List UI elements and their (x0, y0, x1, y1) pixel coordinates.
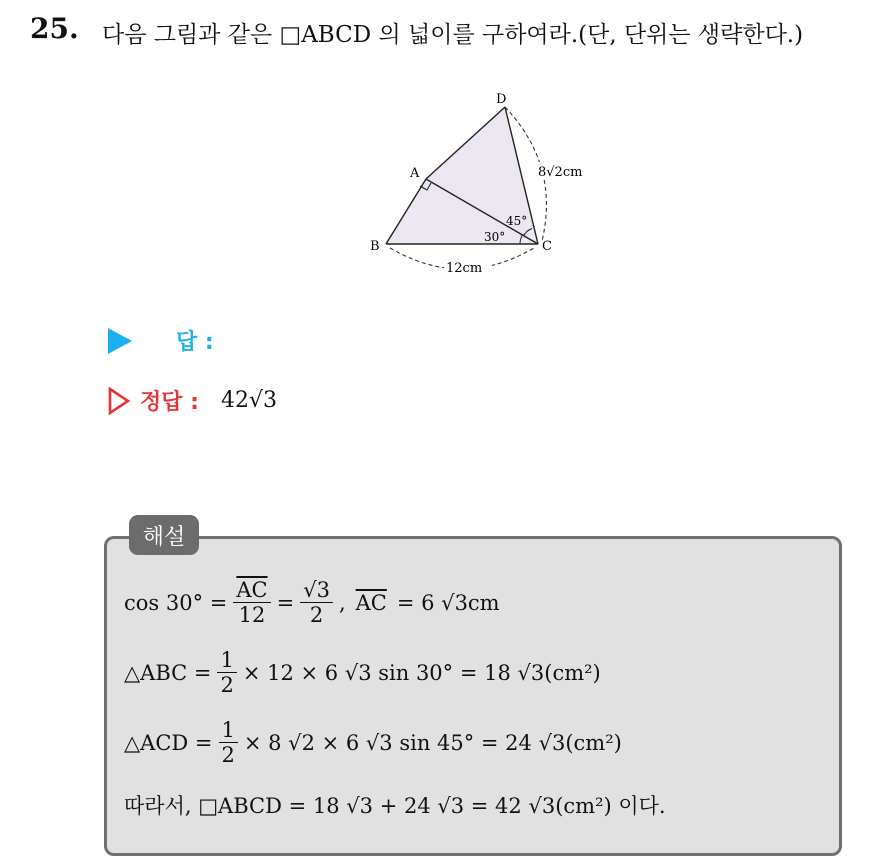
correct-label: 정답 : (140, 390, 199, 415)
label-a: A (410, 166, 420, 181)
line1-comma: , (338, 590, 346, 615)
label-b: B (370, 239, 380, 254)
solution-line-3 (124, 718, 622, 767)
fraction-numerator: 1 (219, 718, 238, 743)
line1-ac: $\overline{AC}$ (355, 590, 387, 615)
fraction-denominator: 12 (238, 603, 266, 628)
solution-line-4: 따라서, □ABCD = 18 √3 + 24 √3 = 42 √3(cm²) 이다. (124, 794, 666, 818)
label-side-cd: 8√2cm (538, 165, 583, 180)
question-text: 다음 그림과 같은 □ABCD 의 넓이를 구하여라.(단, 단위는 생략한다.) (102, 22, 804, 48)
line1-result: = 6 √3cm (396, 590, 500, 615)
solution-tag: 해설 (129, 515, 199, 555)
fraction-half (219, 718, 238, 767)
figure-svg (360, 85, 620, 285)
correct-arrow-icon (108, 387, 130, 415)
fraction-numerator: √3 (300, 578, 333, 603)
fraction-root3-2 (300, 578, 333, 627)
label-angle-30: 30° (484, 230, 506, 244)
label-c: C (542, 239, 552, 254)
line1-prefix: cos 30° = (124, 590, 228, 615)
question-number: 25. (30, 12, 79, 45)
label-d: D (496, 92, 507, 107)
answer-label: 답 : (176, 330, 214, 355)
fraction-half (217, 648, 236, 697)
fraction-numerator: $\overline{AC}$ (233, 578, 270, 603)
label-angle-45: 45° (506, 214, 528, 228)
quadrilateral-figure (360, 85, 620, 285)
line2-prefix: △ABC = (124, 660, 212, 685)
fraction-denominator: 2 (220, 673, 234, 698)
label-side-bc: 12cm (446, 261, 483, 276)
fraction-numerator: 1 (217, 648, 236, 673)
line3-rest: × 8 √2 × 6 √3 sin 45° = 24 √3(cm²) (243, 730, 622, 755)
correct-answer-row (108, 385, 277, 416)
answer-arrow-icon (108, 328, 132, 354)
fraction-denominator: 2 (221, 743, 235, 768)
line3-prefix: △ACD = (124, 730, 213, 755)
fraction-denominator: 2 (309, 603, 324, 628)
answer-row (108, 325, 214, 356)
line1-equals: = (276, 590, 295, 615)
line2-rest: × 12 × 6 √3 sin 30° = 18 √3(cm²) (242, 660, 601, 685)
correct-value: 42√3 (220, 388, 277, 413)
solution-line-2 (124, 648, 601, 697)
solution-line-1 (124, 578, 500, 627)
fraction-ac-12 (233, 578, 270, 627)
